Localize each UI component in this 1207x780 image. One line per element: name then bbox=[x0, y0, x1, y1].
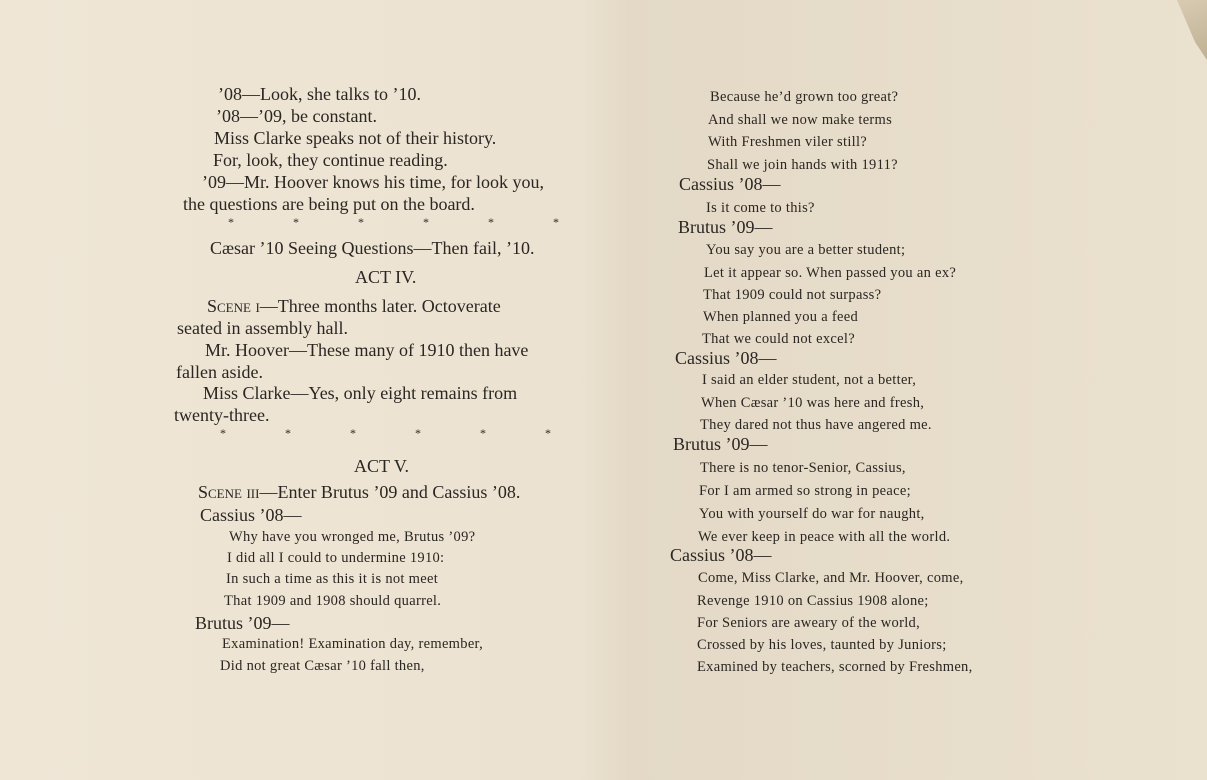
verse-line: And shall we now make terms bbox=[708, 112, 893, 128]
verse-line: With Freshmen viler still? bbox=[708, 134, 868, 150]
verse-line: When Cæsar ’10 was here and fresh, bbox=[701, 395, 925, 411]
scene-line bbox=[198, 482, 520, 503]
act-heading: ACT V. bbox=[354, 456, 410, 476]
speaker-name: Cassius ’08— bbox=[675, 348, 777, 368]
verse-line: Let it appear so. When passed you an ex? bbox=[704, 265, 957, 281]
verse-line: You with yourself do war for naught, bbox=[699, 506, 925, 522]
speaker-name: Cassius ’08— bbox=[679, 174, 781, 194]
text-line: ’08—Look, she talks to ’10. bbox=[218, 84, 421, 104]
verse-line: There is no tenor-Senior, Cassius, bbox=[700, 460, 906, 476]
scene-label: Scene iii bbox=[198, 482, 260, 502]
verse-line: Did not great Cæsar ’10 fall then, bbox=[220, 658, 425, 674]
verse-line: I said an elder student, not a better, bbox=[702, 372, 917, 388]
speaker-name: Cassius ’08— bbox=[670, 545, 772, 565]
scene-description: —Three months later. Octoverate bbox=[259, 296, 501, 316]
verse-line: They dared not thus have angered me. bbox=[700, 417, 932, 433]
right-page bbox=[640, 0, 1207, 780]
scene-line bbox=[207, 296, 501, 317]
verse-line: For I am armed so strong in peace; bbox=[699, 483, 911, 499]
text-line: ’08—’09, be constant. bbox=[216, 106, 377, 126]
verse-line: Revenge 1910 on Cassius 1908 alone; bbox=[697, 593, 929, 609]
speaker-name: Cassius ’08— bbox=[200, 505, 302, 525]
verse-line: You say you are a better student; bbox=[706, 242, 906, 258]
text-line: Miss Clarke speaks not of their history. bbox=[214, 128, 497, 148]
verse-line: Why have you wronged me, Brutus ’09? bbox=[229, 529, 476, 545]
verse-line: We ever keep in peace with all the world. bbox=[698, 529, 951, 545]
text-line: seated in assembly hall. bbox=[177, 318, 348, 338]
scene-description: —Enter Brutus ’09 and Cassius ’08. bbox=[259, 482, 521, 502]
speaker-name: Brutus ’09— bbox=[673, 434, 768, 454]
scene-label: Scene i bbox=[207, 296, 260, 316]
verse-line: Because he’d grown too great? bbox=[710, 89, 899, 105]
verse-line: In such a time as this it is not meet bbox=[226, 571, 439, 587]
verse-line: For Seniors are aweary of the world, bbox=[697, 615, 920, 631]
verse-line: Examination! Examination day, remember, bbox=[222, 636, 484, 652]
verse-line: That 1909 and 1908 should quarrel. bbox=[224, 593, 442, 609]
speaker-name: Brutus ’09— bbox=[678, 217, 773, 237]
text-line: Cæsar ’10 Seeing Questions—Then fail, ’10. bbox=[210, 238, 535, 258]
scene-break-stars: * * * * * * bbox=[220, 426, 551, 440]
text-line: twenty-three. bbox=[174, 405, 270, 425]
verse-line: That we could not excel? bbox=[702, 331, 855, 347]
text-line: Mr. Hoover—These many of 1910 then have bbox=[205, 340, 529, 360]
verse-line: That 1909 could not surpass? bbox=[703, 287, 882, 303]
verse-line: Shall we join hands with 1911? bbox=[707, 157, 898, 173]
text-line: the questions are being put on the board. bbox=[183, 194, 475, 214]
scene-break-stars: * * * * * * bbox=[228, 215, 559, 229]
verse-line: When planned you a feed bbox=[703, 309, 859, 325]
verse-line: I did all I could to undermine 1910: bbox=[227, 550, 445, 566]
speaker-name: Brutus ’09— bbox=[195, 613, 290, 633]
text-line: Miss Clarke—Yes, only eight remains from bbox=[203, 383, 518, 403]
verse-line: Come, Miss Clarke, and Mr. Hoover, come, bbox=[698, 570, 964, 586]
act-heading: ACT IV. bbox=[355, 267, 417, 287]
verse-line: Crossed by his loves, taunted by Juniors; bbox=[697, 637, 947, 653]
verse-line: Examined by teachers, scorned by Freshmen, bbox=[697, 659, 973, 675]
text-line: For, look, they continue reading. bbox=[213, 150, 448, 170]
verse-line: Is it come to this? bbox=[706, 200, 815, 216]
text-line: ’09—Mr. Hoover knows his time, for look you, bbox=[202, 172, 544, 192]
text-line: fallen aside. bbox=[176, 362, 263, 382]
